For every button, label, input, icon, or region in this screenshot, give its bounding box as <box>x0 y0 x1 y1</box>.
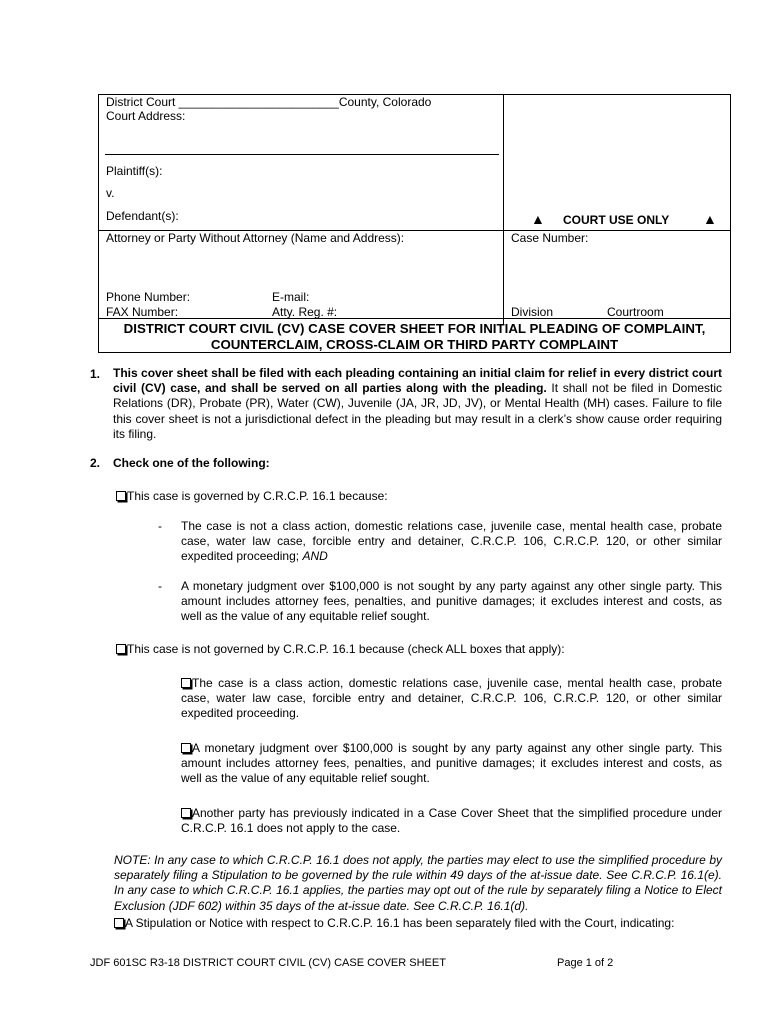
sub-option-1[interactable] <box>181 676 722 722</box>
option-governed-label: This case is governed by C.R.C.P. 16.1 because: <box>127 489 388 503</box>
option-governed[interactable] <box>116 489 388 503</box>
note-text: NOTE: In any case to which C.R.C.P. 16.1 does not apply, the parties may elect to use the simplified procedure by separately filing a Stipulation to be governed by the rule within 49 days of the at-issue date. See C.R.C.P. 16.1(e). In any case to which C.R.C.P. 16.1 applies, the parties may opt out of the rule by separately filing a Notice to Elect Exclusion (JDF 602) within 35 days of the at-issue date. See C.R.C.P. 16.1(d). <box>114 853 722 913</box>
form-title-line2: COUNTERCLAIM, CROSS-CLAIM OR THIRD PARTY COMPLAINT <box>210 337 619 352</box>
division-label: Division <box>511 305 554 319</box>
triangle-up-icon: ▲ <box>531 211 545 227</box>
option-not-governed[interactable] <box>116 642 565 656</box>
stipulation-option[interactable] <box>114 916 674 930</box>
stipulation-label: A Stipulation or Notice with respect to C.R.C.P. 16.1 has been separately filed with the Court, indicating: <box>125 916 675 930</box>
plaintiffs-label: Plaintiff(s): <box>106 164 163 178</box>
triangle-up-icon: ▲ <box>703 211 717 227</box>
bullet1-body: The case is not a class action, domestic relations case, juvenile case, mental health case, probate case, water law case, forcible entry and detainer, C.R.C.P. 106, C.R.C.P. 120, or other similar expedited proceeding; <box>181 519 722 564</box>
case-number-label: Case Number: <box>511 231 589 245</box>
sub-option-2-label: A monetary judgment over $100,000 is sought by any party against any other single party. This amount includes attorney fees, penalties, and punitive damages; it excludes interest and costs, as well as the value of any equitable relief sought. <box>181 741 722 786</box>
caption-divider-vertical <box>503 94 504 324</box>
email-label: E-mail: <box>272 290 310 304</box>
checkbox-icon[interactable] <box>116 491 126 501</box>
bullet1-text <box>181 519 722 565</box>
item1-bold-text: This cover sheet shall be filed with each pleading containing an initial claim for relief in every district court civil (CV) case, and shall be served on all parties along with the pleading. <box>113 366 722 396</box>
defendants-label: Defendant(s): <box>106 209 179 223</box>
district-court-line: District Court ________________________County, Colorado <box>106 95 432 109</box>
attorney-label: Attorney or Party Without Attorney (Name and Address): <box>106 231 405 245</box>
sub-option-2[interactable] <box>181 741 722 787</box>
checkbox-icon[interactable] <box>181 808 191 818</box>
checkbox-icon[interactable] <box>181 678 191 688</box>
atty-reg-label: Atty. Reg. #: <box>272 305 338 319</box>
form-title <box>99 321 730 353</box>
item1-number: 1. <box>90 367 101 381</box>
item2-heading: Check one of the following: <box>113 456 270 470</box>
sub-option-1-label: The case is a class action, domestic relations case, juvenile case, mental health case, probate case, water law case, forcible entry and detainer, C.R.C.P. 106, C.R.C.P. 120, or other similar expedited proceeding. <box>181 676 722 721</box>
option-not-governed-label: This case is not governed by C.R.C.P. 16.1 because (check ALL boxes that apply): <box>127 642 565 656</box>
fax-label: FAX Number: <box>106 305 179 319</box>
bullet-dash: - <box>158 579 162 593</box>
form-title-line1: DISTRICT COURT CIVIL (CV) CASE COVER SHEET FOR INITIAL PLEADING OF COMPLAINT, <box>123 321 706 336</box>
court-use-only-label: COURT USE ONLY <box>563 213 670 227</box>
phone-label: Phone Number: <box>106 290 191 304</box>
versus-label: v. <box>106 186 115 200</box>
checkbox-icon[interactable] <box>181 743 191 753</box>
footer-page-number: Page 1 of 2 <box>557 957 614 969</box>
bullet1-and: AND <box>302 549 328 564</box>
bullet2-text: A monetary judgment over $100,000 is not sought by any party against any other single party. This amount includes attorney fees, penalties, and punitive damages; it excludes interest and costs, as well as the value of any equitable relief sought. <box>181 579 722 624</box>
bullet-dash: - <box>158 519 162 533</box>
courtroom-label: Courtroom <box>607 305 664 319</box>
court-address-rule <box>105 154 499 155</box>
footer-form-id: JDF 601SC R3-18 DISTRICT COURT CIVIL (CV) CASE COVER SHEET <box>90 957 446 969</box>
checkbox-icon[interactable] <box>116 644 126 654</box>
sub-option-3[interactable] <box>181 806 722 836</box>
court-address-label: Court Address: <box>106 109 186 123</box>
item1-text <box>113 366 722 442</box>
item2-number: 2. <box>90 456 101 470</box>
item1-normal-text: It shall not be filed in Domestic Relations (DR), Probate (PR), Water (CW), Juvenile (JA, JR, JD, JV), or Mental Health (MH) cases. Failure to file this cover sheet is not a jurisdictional defect in the pleading but may result in a clerk’s show cause order requiring its filing. <box>113 381 723 441</box>
checkbox-icon[interactable] <box>114 918 124 928</box>
sub-option-3-label: Another party has previously indicated in a Case Cover Sheet that the simplified procedure under C.R.C.P. 16.1 does not apply to the case. <box>181 806 722 836</box>
